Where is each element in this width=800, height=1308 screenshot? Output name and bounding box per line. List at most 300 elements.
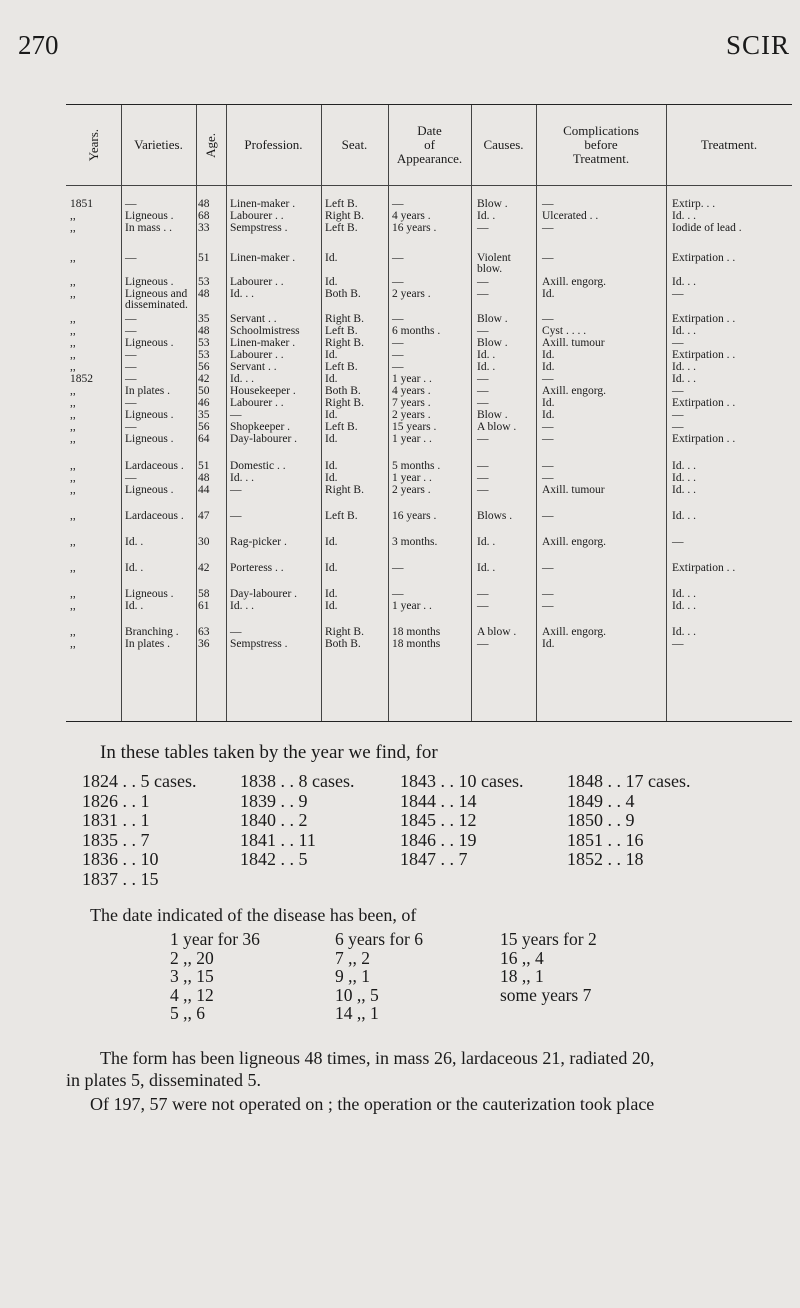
table-cell: ,,	[70, 252, 76, 264]
year-count: 1824 . . 5 cases.	[82, 771, 197, 791]
table-cell: 1852	[70, 373, 93, 385]
duration-column	[500, 930, 597, 1004]
table-cell: ,,	[70, 626, 76, 638]
table-cell: ,,	[70, 361, 76, 373]
year-count: 1846 . . 19	[400, 829, 477, 850]
table-cell: Ligneous .	[125, 484, 174, 496]
table-cell: Id. .	[477, 349, 496, 361]
table-cell: —	[672, 385, 684, 397]
year-count: 1837 . . 15	[82, 868, 159, 889]
table-cell: Day-labourer .	[230, 433, 298, 445]
table-cell: 4 years .	[392, 385, 431, 397]
table-cell: —	[477, 373, 489, 385]
table-cell: Shopkeeper .	[230, 421, 291, 433]
table-cell: Id.	[542, 397, 555, 409]
table-cell: Ligneous .	[125, 409, 174, 421]
table-cell: Id. .	[125, 562, 144, 574]
table-cell: —	[230, 510, 242, 522]
table-cell: —	[392, 313, 404, 325]
table-cell: 51	[198, 252, 210, 264]
table-cell: 5 months .	[392, 460, 441, 472]
table-cell: Axill. engorg.	[542, 276, 606, 288]
table-cell: —	[477, 397, 489, 409]
table-cell: —	[230, 409, 242, 421]
table-cell: Blow .	[477, 198, 508, 210]
table-header	[66, 105, 792, 186]
table-cell: Housekeeper .	[230, 385, 296, 397]
table-cell: Labourer . .	[230, 397, 284, 409]
table-cell: A blow .	[477, 421, 517, 433]
table-cell: 50	[198, 385, 210, 397]
column-rule	[226, 105, 227, 721]
duration-item: 4 ,, 12	[170, 984, 214, 1005]
last-text: Of 197, 57 were not operated on ; the operation or the cauterization took place	[90, 1094, 655, 1114]
year-count: 1847 . . 7	[400, 849, 468, 869]
table-cell: Id.	[325, 562, 338, 574]
table-cell: —	[542, 588, 554, 600]
duration-item: 16 ,, 4	[500, 947, 544, 968]
duration-item: 9 ,, 1	[335, 966, 370, 986]
table-cell: 7 years .	[392, 397, 431, 409]
table-cell: Left B.	[325, 361, 358, 373]
table-cell: Axill. engorg.	[542, 536, 606, 548]
duration-item: 6 years for 6	[335, 929, 423, 949]
table-cell: Id. . .	[230, 600, 254, 612]
table-cell: Linen-maker .	[230, 198, 296, 210]
table-cell: A blow .	[477, 626, 517, 638]
table-cell: 2 years .	[392, 288, 431, 300]
table-cell: —	[392, 361, 404, 373]
table-cell: ,,	[70, 276, 76, 288]
table-cell: Id.	[542, 638, 555, 650]
duration-column	[170, 930, 260, 1023]
table-cell: Porteress . .	[230, 562, 284, 574]
table-cell: Left B.	[325, 325, 358, 337]
table-cell: 4 years .	[392, 210, 431, 222]
duration-item: 10 ,, 5	[335, 984, 379, 1005]
table-cell: Id. . .	[230, 373, 254, 385]
table-cell: In mass . .	[125, 222, 172, 234]
year-count: 1831 . . 1	[82, 810, 150, 830]
cases-by-year	[82, 772, 772, 922]
table-cell: Id. .	[125, 536, 144, 548]
table-cell: Branching .	[125, 626, 179, 638]
table-cell: Blow .	[477, 337, 508, 349]
year-count: 1848 . . 17 cases.	[567, 771, 691, 791]
table-cell: —	[542, 600, 554, 612]
table-cell: —	[125, 397, 137, 409]
table-cell: 15 years .	[392, 421, 437, 433]
duration-item: 14 ,, 1	[335, 1003, 379, 1023]
table-cell: Id. .	[477, 361, 496, 373]
table-cell: Id.	[542, 361, 555, 373]
table-cell: Id.	[325, 536, 338, 548]
table-cell: —	[392, 276, 404, 288]
table-cell: ,,	[70, 325, 76, 337]
table-cell: ,,	[70, 433, 76, 445]
table-cell: —	[392, 198, 404, 210]
table-cell: ,,	[70, 638, 76, 650]
table-cell: Id.	[325, 252, 338, 264]
table-cell: 33	[198, 222, 210, 234]
table-cell: —	[672, 409, 684, 421]
table-cell: Right B.	[325, 337, 364, 349]
table-cell: 42	[198, 373, 210, 385]
table-cell: Ligneous .	[125, 433, 174, 445]
year-column	[567, 772, 690, 870]
table-cell: ,,	[70, 409, 76, 421]
table-cell: Id. .	[125, 600, 144, 612]
column-header-label: Treatment.	[700, 137, 758, 152]
table-cell: Id.	[325, 433, 338, 445]
table-cell: —	[542, 222, 554, 234]
table-cell: —	[477, 460, 489, 472]
table-cell: Id.	[325, 600, 338, 612]
column-header	[666, 105, 792, 185]
column-header	[388, 105, 471, 185]
year-count: 1835 . . 7	[82, 829, 150, 850]
column-header-label: Profession.	[244, 137, 303, 152]
table-cell: —	[672, 288, 684, 300]
table-cell: —	[392, 349, 404, 361]
table-cell: 42	[198, 562, 210, 574]
table-cell: —	[542, 313, 554, 325]
table-cell: In plates .	[125, 385, 171, 397]
table-cell: Ligneous and disseminated.	[125, 288, 188, 311]
table-cell: Servant . .	[230, 361, 277, 373]
table-cell: 48	[198, 472, 210, 484]
table-cell: Day-labourer .	[230, 588, 298, 600]
duration-item: 7 ,, 2	[335, 947, 370, 968]
column-header	[196, 105, 226, 185]
table-cell: Left B.	[325, 510, 358, 522]
table-cell: Id. . .	[672, 626, 696, 638]
column-header-label: Age.	[203, 132, 218, 158]
year-count: 1845 . . 12	[400, 810, 477, 830]
table-cell: —	[125, 313, 137, 325]
column-rule	[388, 105, 389, 721]
table-cell: ,,	[70, 588, 76, 600]
table-cell: —	[672, 337, 684, 349]
table-cell: Id. . .	[672, 210, 696, 222]
table-cell: Axill. tumour	[542, 484, 605, 496]
table-cell: Violent blow.	[477, 252, 511, 275]
table-cell: Id. . .	[672, 276, 696, 288]
column-rule	[121, 105, 122, 721]
table-cell: ,,	[70, 337, 76, 349]
cases-table	[66, 104, 792, 722]
table-cell: Right B.	[325, 397, 364, 409]
table-cell: Labourer . .	[230, 276, 284, 288]
table-cell: ,,	[70, 349, 76, 361]
table-cell: ,,	[70, 222, 76, 234]
table-cell: —	[477, 222, 489, 234]
table-cell: Both B.	[325, 288, 361, 300]
table-cell: Extirpation . .	[672, 252, 736, 264]
table-cell: 51	[198, 460, 210, 472]
table-cell: Id. . .	[672, 325, 696, 337]
table-cell: ,,	[70, 536, 76, 548]
table-cell: 1 year . .	[392, 600, 432, 612]
year-count: 1836 . . 10	[82, 849, 159, 869]
column-header-label: Seat.	[341, 137, 368, 152]
table-cell: Both B.	[325, 638, 361, 650]
table-cell: Blow .	[477, 313, 508, 325]
duration-item: 2 ,, 20	[170, 947, 214, 968]
table-cell: 53	[198, 337, 210, 349]
table-cell: ,,	[70, 421, 76, 433]
table-cell: 63	[198, 626, 210, 638]
table-cell: —	[125, 349, 137, 361]
table-cell: —	[477, 638, 489, 650]
table-cell: ,,	[70, 510, 76, 522]
table-cell: —	[672, 536, 684, 548]
table-cell: Id. . .	[672, 472, 696, 484]
table-cell: Right B.	[325, 313, 364, 325]
table-cell: Id. . .	[672, 588, 696, 600]
column-header-label: Years.	[85, 128, 101, 162]
table-cell: Linen-maker .	[230, 252, 296, 264]
table-cell: Blows .	[477, 510, 513, 522]
table-cell: 61	[198, 600, 210, 612]
year-count: 1839 . . 9	[240, 790, 308, 811]
year-count: 1843 . . 10 cases.	[400, 771, 524, 791]
table-cell: 47	[198, 510, 210, 522]
table-cell: —	[542, 562, 554, 574]
table-cell: ,,	[70, 460, 76, 472]
year-count: 1841 . . 11	[240, 829, 316, 850]
table-cell: Id.	[325, 373, 338, 385]
table-cell: Lardaceous .	[125, 510, 184, 522]
table-cell: Servant . .	[230, 313, 277, 325]
table-cell: ,,	[70, 210, 76, 222]
table-cell: —	[542, 421, 554, 433]
table-cell: 48	[198, 325, 210, 337]
table-cell: ,,	[70, 472, 76, 484]
intro-text: In these tables taken by the year we find, for	[100, 742, 438, 763]
table-cell: Cyst . . . .	[542, 325, 587, 337]
table-cell: 35	[198, 313, 210, 325]
table-cell: —	[477, 276, 489, 288]
table-cell: Extirpation . .	[672, 397, 736, 409]
running-head: SCIR	[725, 30, 790, 60]
table-cell: Extirpation . .	[672, 313, 736, 325]
table-cell: —	[542, 373, 554, 385]
table-cell: Extirpation . .	[672, 349, 736, 361]
form-text-1: The form has been ligneous 48 times, in mass 26, lardaceous 21, radiated 20,	[100, 1048, 655, 1068]
table-cell: Id.	[542, 288, 555, 300]
table-cell: Id.	[325, 276, 338, 288]
table-cell: Id. . .	[672, 600, 696, 612]
year-column	[400, 772, 523, 870]
table-cell: Sempstress .	[230, 638, 288, 650]
table-cell: —	[392, 562, 404, 574]
table-cell: —	[542, 510, 554, 522]
table-cell: Blow .	[477, 409, 508, 421]
table-cell: —	[477, 484, 489, 496]
table-cell: —	[477, 288, 489, 300]
column-rule	[536, 105, 537, 721]
form-text-2: in plates 5, disseminated 5.	[66, 1070, 261, 1090]
table-cell: 1 year . .	[392, 373, 432, 385]
table-cell: 3 months.	[392, 536, 438, 548]
table-cell: 18 months	[392, 626, 441, 638]
table-cell: Id. .	[477, 536, 496, 548]
table-cell: Id. . .	[672, 373, 696, 385]
table-cell: Axill. engorg.	[542, 626, 606, 638]
table-cell: Id.	[542, 409, 555, 421]
table-cell: 58	[198, 588, 210, 600]
duration-column	[335, 930, 423, 1023]
column-header	[66, 105, 121, 185]
table-cell: Id. . .	[672, 484, 696, 496]
table-cell: —	[477, 385, 489, 397]
column-header	[226, 105, 321, 185]
table-cell: Axill. engorg.	[542, 385, 606, 397]
table-cell: 46	[198, 397, 210, 409]
table-cell: —	[125, 472, 137, 484]
table-cell: 68	[198, 210, 210, 222]
table-cell: 1 year . .	[392, 472, 432, 484]
year-count: 1852 . . 18	[567, 849, 644, 869]
table-cell: Ligneous .	[125, 337, 174, 349]
table-cell: In plates .	[125, 638, 171, 650]
table-cell: Ligneous .	[125, 588, 174, 600]
column-header	[536, 105, 666, 185]
table-cell: Id. . .	[672, 361, 696, 373]
table-cell: —	[542, 252, 554, 264]
table-cell: Extirp. . .	[672, 198, 716, 210]
table-cell: Extirpation . .	[672, 433, 736, 445]
table-cell: Ulcerated . .	[542, 210, 599, 222]
table-cell: —	[125, 421, 137, 433]
table-cell: Id. . .	[230, 288, 254, 300]
table-cell: 1851	[70, 198, 93, 210]
table-cell: Id. . .	[672, 510, 696, 522]
table-cell: Id. .	[477, 210, 496, 222]
duration-item: some years 7	[500, 984, 592, 1005]
year-count: 1826 . . 1	[82, 790, 150, 811]
table-cell: Id.	[325, 409, 338, 421]
date-text: The date indicated of the disease has been, of	[90, 905, 417, 925]
table-cell: 6 months .	[392, 325, 441, 337]
table-cell: Ligneous .	[125, 276, 174, 288]
table-cell: —	[125, 361, 137, 373]
table-cell: 16 years .	[392, 510, 437, 522]
column-header	[321, 105, 388, 185]
table-cell: Schoolmistress	[230, 325, 300, 337]
table-cell: 64	[198, 433, 210, 445]
table-cell: Id.	[325, 349, 338, 361]
column-rule	[321, 105, 322, 721]
table-cell: —	[125, 325, 137, 337]
table-cell: Lardaceous .	[125, 460, 184, 472]
table-cell: ,,	[70, 313, 76, 325]
table-cell: —	[125, 373, 137, 385]
table-cell: 44	[198, 484, 210, 496]
table-cell: Axill. tumour	[542, 337, 605, 349]
table-cell: Right B.	[325, 626, 364, 638]
table-cell: 1 year . .	[392, 433, 432, 445]
table-cell: Id. . .	[672, 460, 696, 472]
table-cell: —	[542, 198, 554, 210]
table-cell: 56	[198, 361, 210, 373]
column-header-label: Date of Appearance.	[396, 123, 463, 166]
table-cell: 35	[198, 409, 210, 421]
table-cell: 2 years .	[392, 484, 431, 496]
table-cell: 36	[198, 638, 210, 650]
table-cell: —	[672, 638, 684, 650]
table-cell: —	[542, 460, 554, 472]
column-header-label: Varieties.	[134, 137, 183, 152]
table-cell: Sempstress .	[230, 222, 288, 234]
table-cell: —	[477, 588, 489, 600]
table-cell: —	[477, 325, 489, 337]
table-cell: —	[392, 337, 404, 349]
table-cell: Ligneous .	[125, 210, 174, 222]
table-cell: Left B.	[325, 222, 358, 234]
table-cell: Iodide of lead .	[672, 222, 742, 234]
table-cell: ,,	[70, 288, 76, 300]
table-cell: Id.	[542, 349, 555, 361]
table-cell: Id. . .	[230, 472, 254, 484]
table-cell: 53	[198, 276, 210, 288]
duration-item: 18 ,, 1	[500, 966, 544, 986]
table-cell: —	[125, 198, 137, 210]
year-count: 1844 . . 14	[400, 790, 477, 811]
column-rule	[196, 105, 197, 721]
table-cell: 18 months	[392, 638, 441, 650]
table-cell: 2 years .	[392, 409, 431, 421]
duration-item: 1 year for 36	[170, 929, 260, 949]
table-cell: —	[542, 472, 554, 484]
table-cell: Id. .	[477, 562, 496, 574]
table-cell: —	[230, 626, 242, 638]
table-cell: —	[230, 484, 242, 496]
table-cell: 48	[198, 288, 210, 300]
table-cell: Id.	[325, 588, 338, 600]
table-cell: Extirpation . .	[672, 562, 736, 574]
table-cell: Right B.	[325, 210, 364, 222]
table-cell: 53	[198, 349, 210, 361]
table-cell: 30	[198, 536, 210, 548]
year-column	[82, 772, 196, 889]
table-cell: ,,	[70, 484, 76, 496]
table-cell: Domestic . .	[230, 460, 286, 472]
table-cell: —	[125, 252, 137, 264]
year-count: 1840 . . 2	[240, 810, 308, 830]
table-cell: —	[672, 421, 684, 433]
table-cell: —	[477, 600, 489, 612]
table-cell: —	[542, 433, 554, 445]
year-count: 1851 . . 16	[567, 829, 644, 850]
year-count: 1838 . . 8 cases.	[240, 771, 355, 791]
table-cell: 16 years .	[392, 222, 437, 234]
table-cell: Right B.	[325, 484, 364, 496]
table-cell: ,,	[70, 397, 76, 409]
year-count: 1850 . . 9	[567, 810, 635, 830]
table-cell: —	[392, 252, 404, 264]
column-header-label: Causes.	[483, 137, 524, 152]
column-rule	[666, 105, 667, 721]
table-cell: ,,	[70, 600, 76, 612]
table-cell: ,,	[70, 385, 76, 397]
table-cell: Id.	[325, 472, 338, 484]
table-cell: Left B.	[325, 198, 358, 210]
table-cell: ,,	[70, 562, 76, 574]
column-header-label: Complications before Treatment.	[563, 123, 639, 166]
duration-item: 5 ,, 6	[170, 1003, 205, 1023]
